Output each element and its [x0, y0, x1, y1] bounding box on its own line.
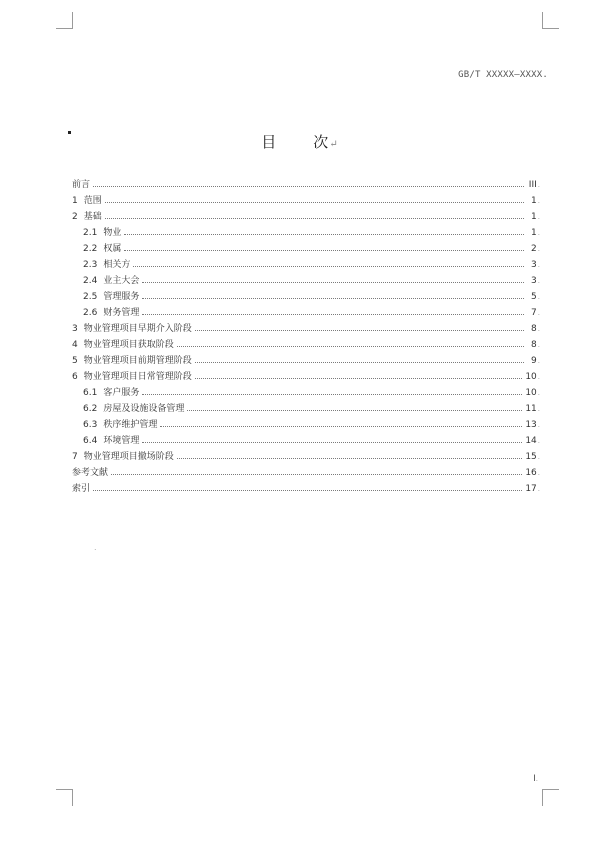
toc-entry-return-mark: . — [537, 309, 540, 317]
toc-leader-dots — [142, 433, 522, 443]
toc-entry-number: 7 — [72, 452, 78, 462]
toc-leader-dots — [142, 305, 523, 315]
toc-entry-label: 物业管理项目获取阶段 — [83, 340, 174, 350]
toc-entry-number: 2 — [72, 212, 78, 222]
toc-entry-label: 前言 — [72, 180, 91, 190]
toc-entry[interactable] — [72, 401, 540, 417]
toc-entry-page: 2 — [531, 244, 537, 254]
toc-entry[interactable] — [72, 353, 540, 369]
toc-entry-return-mark: . — [537, 197, 540, 205]
toc-title-left: 目 — [261, 133, 278, 151]
toc-leader-dots — [195, 353, 524, 363]
toc-entry-page: 5 — [531, 292, 537, 302]
standard-code-header: GB/T XXXXX—XXXX. — [458, 70, 548, 80]
toc-entry-label: 管理服务 — [103, 292, 140, 302]
toc-entry-page: 14 — [525, 436, 537, 446]
toc-entry-label: 索引 — [72, 484, 91, 494]
toc-entry-number: 6.1 — [83, 388, 98, 398]
toc-leader-dots — [105, 209, 524, 219]
toc-entry[interactable] — [72, 289, 540, 305]
toc-leader-dots — [195, 369, 523, 379]
toc-leader-dots — [105, 193, 524, 203]
toc-entry-number: 4 — [72, 340, 78, 350]
toc-entry-return-mark: . — [537, 261, 540, 269]
toc-entry-return-mark: . — [537, 405, 540, 413]
toc-leader-dots — [142, 289, 523, 299]
toc-entry-label: 基础 — [83, 212, 102, 222]
toc-entry-label: 权属 — [103, 244, 122, 254]
toc-entry-number: 2.2 — [83, 244, 98, 254]
crop-mark-top-left — [56, 12, 73, 29]
toc-leader-dots — [111, 465, 522, 475]
toc-leader-dots — [187, 401, 522, 411]
toc-entry-label: 房屋及设施设备管理 — [103, 404, 185, 414]
toc-leader-dots — [142, 273, 523, 283]
toc-title — [0, 131, 600, 152]
toc-entry-page: 15 — [525, 452, 537, 462]
toc-entry-return-mark: . — [537, 453, 540, 461]
page-number — [533, 774, 538, 784]
crop-mark-top-right — [542, 12, 559, 29]
toc-leader-dots — [124, 241, 523, 251]
toc-entry-return-mark: . — [537, 213, 540, 221]
toc-entry-label: 参考文献 — [72, 468, 109, 478]
toc-entry-page: 17 — [525, 484, 537, 494]
toc-entry-page: 1 — [531, 196, 537, 206]
toc-entry-label: 物业管理项目日常管理阶段 — [83, 372, 192, 382]
page-number-value: I — [533, 774, 536, 784]
toc-entry-label: 秩序维护管理 — [103, 420, 158, 430]
toc-entry-number: 6.2 — [83, 404, 98, 414]
toc-entry-label: 业主大会 — [103, 276, 140, 286]
toc-leader-dots — [177, 337, 524, 347]
toc-entry-label: 财务管理 — [103, 308, 140, 318]
toc-leader-dots — [133, 257, 523, 267]
toc-entry-number: 2.5 — [83, 292, 98, 302]
toc-entry-page: 1 — [531, 212, 537, 222]
toc-entry-page: 10 — [525, 388, 537, 398]
toc-entry-label: 相关方 — [103, 260, 131, 270]
toc-entry-label: 物业管理项目前期管理阶段 — [83, 356, 192, 366]
toc-entry-page: 16 — [525, 468, 537, 478]
toc-entry[interactable] — [72, 449, 540, 465]
toc-entry[interactable] — [72, 369, 540, 385]
toc-entry[interactable] — [72, 385, 540, 401]
toc-entry-number: 5 — [72, 356, 78, 366]
toc-leader-dots — [195, 321, 524, 331]
toc-entry-return-mark: . — [537, 421, 540, 429]
toc-entry[interactable] — [72, 257, 540, 273]
page-number-return-mark: . — [535, 775, 538, 783]
toc-entry[interactable] — [72, 193, 540, 209]
toc-leader-dots — [177, 449, 523, 459]
toc-entry-return-mark: . — [537, 293, 540, 301]
toc-entry-page: 11 — [525, 404, 537, 414]
toc-leader-dots — [160, 417, 522, 427]
toc-entry[interactable] — [72, 417, 540, 433]
toc-entry-label: 环境管理 — [103, 436, 140, 446]
toc-entry-return-mark: . — [537, 229, 540, 237]
toc-entry-return-mark: . — [537, 181, 540, 189]
toc-entry-page: 3 — [531, 260, 537, 270]
toc-entry[interactable] — [72, 481, 540, 497]
toc-entry[interactable] — [72, 241, 540, 257]
toc-title-right: 次 — [313, 133, 330, 151]
toc-entry-label: 物业管理项目早期介入阶段 — [83, 324, 192, 334]
toc-leader-dots — [93, 481, 522, 491]
toc-entry[interactable] — [72, 209, 540, 225]
toc-entry-number: 6 — [72, 372, 78, 382]
toc-entry[interactable] — [72, 305, 540, 321]
toc-entry[interactable] — [72, 177, 540, 193]
toc-leader-dots — [93, 177, 524, 187]
toc-entry-number: 2.6 — [83, 308, 98, 318]
crop-mark-bottom-right — [542, 789, 559, 806]
toc-entry-return-mark: . — [537, 373, 540, 381]
toc-entry-page: 8 — [531, 340, 537, 350]
toc-entry-number: 1 — [72, 196, 78, 206]
toc-entry-page: 9 — [531, 356, 537, 366]
toc-entry-number: 3 — [72, 324, 78, 334]
toc-entry-label: 物业 — [103, 228, 122, 238]
toc-entry[interactable] — [72, 321, 540, 337]
toc-leader-dots — [124, 225, 523, 235]
toc-entry-return-mark: . — [537, 389, 540, 397]
toc-entry-label: 物业管理项目撤场阶段 — [83, 452, 174, 462]
toc-entry-page: 3 — [531, 276, 537, 286]
toc-entry[interactable] — [72, 433, 540, 449]
toc-entry-return-mark: . — [537, 277, 540, 285]
toc-entry-label: 范围 — [83, 196, 102, 206]
toc-entry-page: 8 — [531, 324, 537, 334]
toc-entry-page: 1 — [531, 228, 537, 238]
toc-entry[interactable] — [72, 337, 540, 353]
toc-entry-return-mark: . — [537, 245, 540, 253]
toc-entry-number: 6.4 — [83, 436, 98, 446]
paragraph-mark: . — [94, 543, 97, 552]
toc-entry-page: 7 — [531, 308, 537, 318]
toc-leader-dots — [142, 385, 522, 395]
toc-entry-number: 6.3 — [83, 420, 98, 430]
toc-entry-number: 2.1 — [83, 228, 98, 238]
toc-entry-return-mark: . — [537, 357, 540, 365]
toc-entry[interactable] — [72, 225, 540, 241]
toc-entry-page: 10 — [525, 372, 537, 382]
toc-entry-number: 2.4 — [83, 276, 98, 286]
crop-mark-bottom-left — [56, 789, 73, 806]
toc-entry-label: 客户服务 — [103, 388, 140, 398]
toc-entry-page: III — [528, 180, 537, 190]
toc-entry-number: 2.3 — [83, 260, 98, 270]
toc-entry-return-mark: . — [537, 437, 540, 445]
toc-entry-return-mark: . — [537, 469, 540, 477]
toc-entry[interactable] — [72, 465, 540, 481]
toc-list — [72, 177, 540, 497]
toc-entry-return-mark: . — [537, 325, 540, 333]
return-mark: ↵ — [329, 139, 339, 150]
toc-entry-page: 13 — [525, 420, 537, 430]
toc-entry-return-mark: . — [537, 485, 540, 493]
toc-entry[interactable] — [72, 273, 540, 289]
toc-entry-return-mark: . — [537, 341, 540, 349]
